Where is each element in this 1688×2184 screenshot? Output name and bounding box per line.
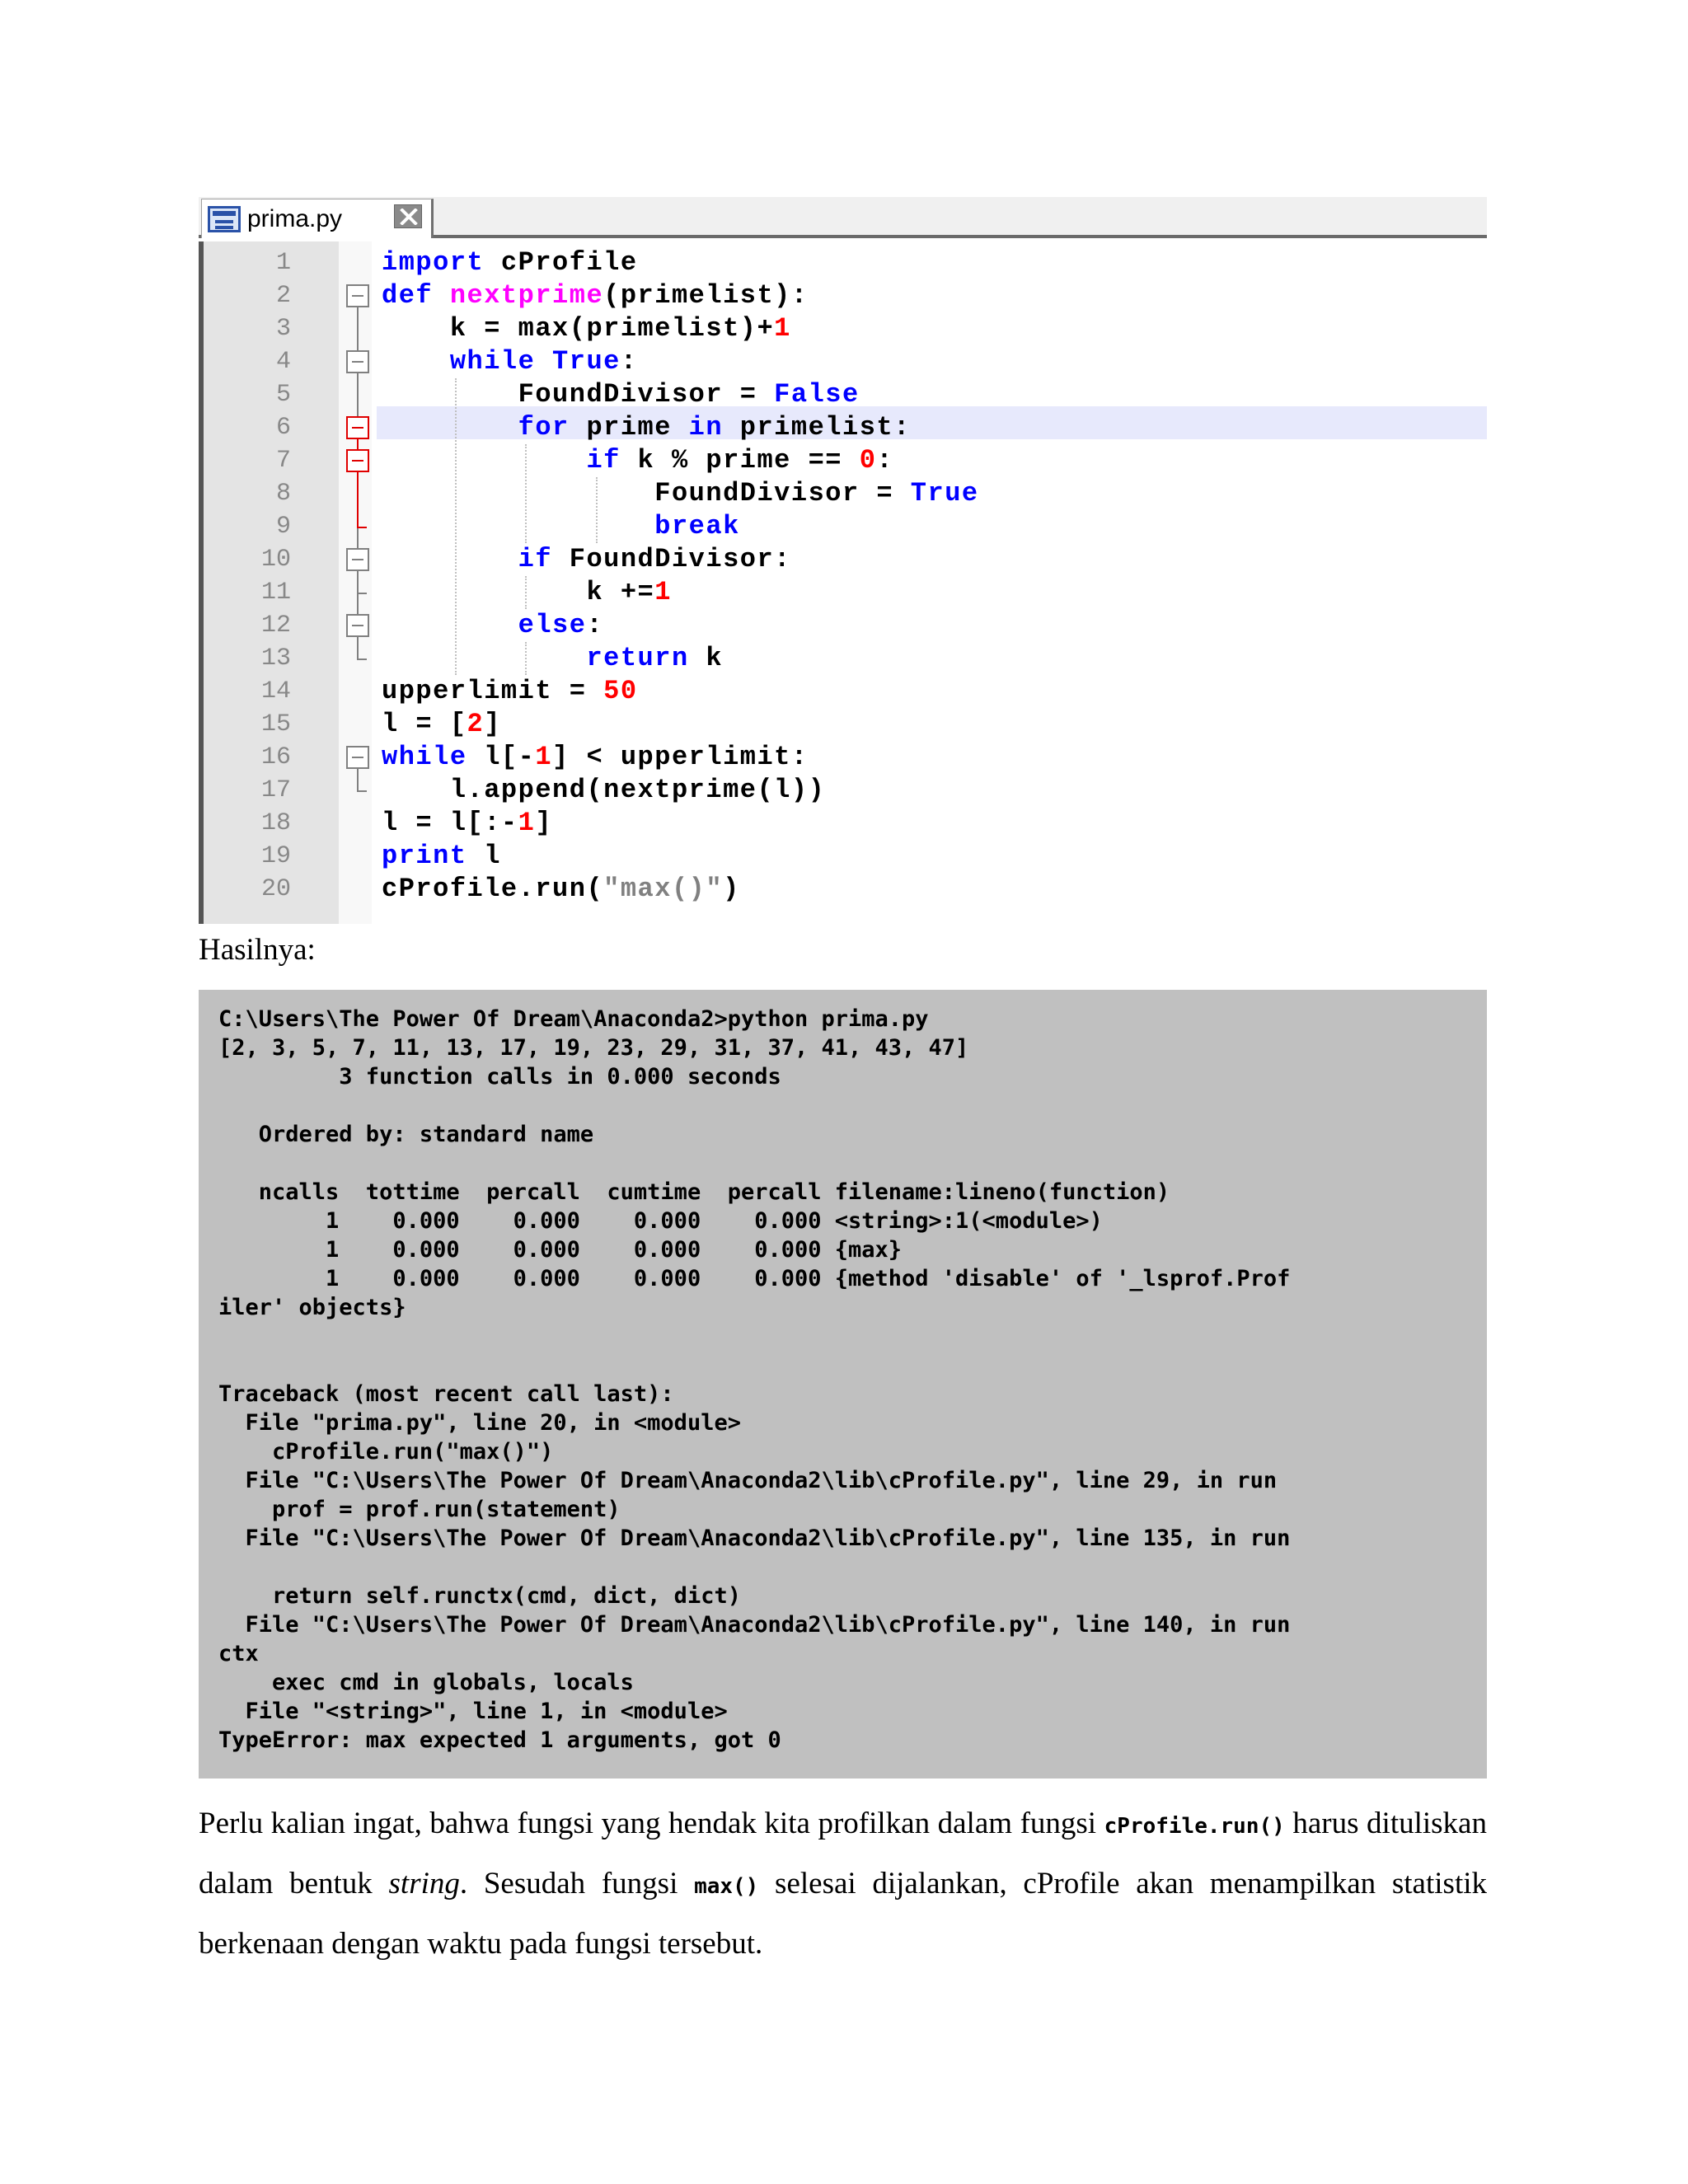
- code-line: [382, 609, 603, 642]
- line-number: 20: [260, 875, 291, 903]
- fold-toggle-icon[interactable]: [346, 284, 369, 307]
- code-line: [382, 345, 638, 378]
- code-editor-window: [199, 197, 1487, 924]
- code-token: 1: [535, 742, 553, 772]
- code-line: [382, 411, 911, 444]
- code-token: [382, 511, 654, 541]
- fold-end-mark: [357, 527, 367, 528]
- code-token: k +=: [382, 577, 655, 607]
- fold-toggle-icon[interactable]: [346, 350, 369, 373]
- code-token: :: [586, 610, 604, 640]
- code-line: [382, 675, 638, 708]
- code-token: [382, 346, 450, 377]
- code-token: l = [: [382, 709, 467, 739]
- code-token: True: [552, 346, 621, 377]
- code-token: cProfile.run(: [382, 874, 604, 904]
- code-token: upperlimit =: [382, 676, 604, 706]
- code-line: [382, 312, 791, 345]
- line-number: 3: [275, 315, 291, 343]
- line-number: 19: [260, 842, 291, 870]
- line-number: 2: [275, 282, 291, 310]
- para-text-2: harus dituliskan dalam bentuk: [199, 1807, 1487, 1900]
- code-line: [382, 807, 552, 840]
- line-number: 18: [260, 809, 291, 837]
- line-number: 10: [260, 546, 291, 574]
- line-number: 1: [275, 249, 291, 277]
- code-token: 0: [859, 445, 877, 476]
- line-number: 4: [275, 348, 291, 376]
- fold-toggle-icon[interactable]: [346, 416, 369, 439]
- code-line: [382, 642, 723, 675]
- inline-code-cprofile-run: cProfile.run(): [1104, 1814, 1285, 1839]
- line-number: 7: [275, 447, 291, 475]
- fold-toggle-icon[interactable]: [346, 548, 369, 571]
- para-text-1: Perlu kalian ingat, bahwa fungsi yang hendak kita profilkan dalam fungsi: [199, 1807, 1104, 1840]
- code-token: return: [586, 643, 689, 673]
- code-token: :: [876, 445, 894, 476]
- code-token: prime: [569, 412, 689, 443]
- code-token: [382, 643, 586, 673]
- code-line: [382, 444, 893, 477]
- result-heading: Hasilnya:: [199, 933, 316, 967]
- code-token: l = l[:-: [382, 808, 518, 838]
- code-line: [382, 774, 825, 807]
- code-token: ]: [484, 709, 501, 739]
- code-token: k: [688, 643, 724, 673]
- code-token: in: [688, 412, 724, 443]
- code-token: if: [586, 445, 621, 476]
- code-token: [382, 445, 586, 476]
- line-number: 16: [260, 743, 291, 771]
- line-number: 17: [260, 776, 291, 804]
- line-number: 11: [260, 579, 291, 607]
- line-number: 6: [275, 414, 291, 442]
- code-token: [535, 346, 552, 377]
- code-line: [382, 543, 791, 576]
- code-token: FoundDivisor =: [382, 379, 775, 410]
- para-emphasis-string: string: [388, 1867, 460, 1900]
- fold-end-mark: [357, 790, 367, 792]
- code-token: 2: [467, 709, 485, 739]
- code-token: FoundDivisor:: [552, 544, 791, 574]
- code-token: l[-: [467, 742, 536, 772]
- fold-end-mark: [357, 593, 367, 594]
- code-token: False: [774, 379, 860, 410]
- code-token: ): [723, 874, 740, 904]
- close-icon[interactable]: [394, 204, 422, 228]
- code-line: [382, 477, 979, 510]
- code-token: ] < upperlimit:: [552, 742, 809, 772]
- code-line: [382, 708, 501, 741]
- code-token: 50: [603, 676, 638, 706]
- code-token: if: [518, 544, 553, 574]
- code-token: 1: [518, 808, 536, 838]
- code-token: while: [449, 346, 536, 377]
- code-token: True: [910, 478, 979, 509]
- code-token: while: [382, 742, 467, 772]
- code-token: break: [654, 511, 740, 541]
- line-number: 5: [275, 381, 291, 409]
- code-token: :: [620, 346, 638, 377]
- code-token: cProfile: [484, 247, 638, 278]
- code-line: [382, 741, 809, 774]
- tab-bar: [199, 197, 1487, 238]
- code-token: for: [518, 412, 570, 443]
- code-token: [382, 544, 518, 574]
- line-number: 12: [260, 612, 291, 640]
- code-token: FoundDivisor =: [382, 478, 911, 509]
- code-token: ]: [535, 808, 553, 838]
- code-line: [382, 576, 672, 609]
- code-token: [433, 280, 450, 311]
- code-token: nextprime: [449, 280, 604, 311]
- fold-end-mark: [357, 658, 367, 660]
- para-text-4: selesai dijalankan, cProfile akan menampilkan statistik berkenaan dengan waktu pada fungsi tersebut.: [199, 1867, 1488, 1961]
- code-token: print: [382, 841, 467, 871]
- code-line: [382, 840, 501, 873]
- code-token: else: [518, 610, 587, 640]
- tab-prima-py[interactable]: [201, 199, 434, 238]
- code-token: [382, 610, 518, 640]
- line-number: 14: [260, 677, 291, 705]
- code-token: 1: [774, 313, 791, 344]
- code-token: l.append(nextprime(l)): [382, 775, 826, 805]
- para-text-3: . Sesudah fungsi: [459, 1867, 695, 1900]
- explanation-paragraph: [199, 1795, 1487, 1972]
- line-number: 9: [275, 513, 291, 541]
- tab-label: prima.py: [247, 205, 343, 232]
- code-token: def: [382, 280, 434, 311]
- code-token: 1: [654, 577, 672, 607]
- code-token: k = max(primelist)+: [382, 313, 775, 344]
- code-line: [382, 246, 638, 279]
- line-number: 8: [275, 480, 291, 508]
- code-line: [382, 873, 740, 906]
- code-token: l: [467, 841, 501, 871]
- code-token: (primelist):: [603, 280, 809, 311]
- code-token: "max()": [603, 874, 724, 904]
- line-number: 15: [260, 710, 291, 738]
- console-text: C:\Users\The Power Of Dream\Anaconda2>python prima.py [2, 3, 5, 7, 11, 13, 17, 19, 23, 29, 31, 37, 41, 43, 47] 3 function calls in 0.000 seconds Ordered by: standard name ncalls tottime percall cumtime percall filename:lineno(function) 1 0.000 0.000 0.000 0.000 <string>:1(<module>) 1 0.000 0.000 0.000 0.000 {max} 1 0.000 0.000 0.000 0.000 {method 'disable' of '_lsprof.Prof iler' objects} Traceback (most recent call last): File "prima.py", line 20, in <module> cProfile.run("max()") File "C:\Users\The Power Of Dream\Anaconda2\lib\cProfile.py", line 29, in run prof = prof.run(statement) File "C:\Users\The Power Of Dream\Anaconda2\lib\cProfile.py", line 135, in run return self.runctx(cmd, dict, dict) File "C:\Users\The Power Of Dream\Anaconda2\lib\cProfile.py", line 140, in run ctx exec cmd in globals, locals File "<string>", line 1, in <module> TypeError: max expected 1 arguments, got 0: [218, 1006, 1291, 1753]
- python-file-icon: [208, 206, 241, 232]
- code-token: import: [382, 247, 485, 278]
- code-line: [382, 378, 860, 411]
- line-number: 13: [260, 644, 291, 673]
- inline-code-max: max(): [694, 1874, 759, 1899]
- code-line: [382, 279, 809, 312]
- code-token: primelist:: [723, 412, 911, 443]
- fold-toggle-icon[interactable]: [346, 746, 369, 769]
- code-token: [382, 412, 518, 443]
- code-token: k % prime ==: [620, 445, 860, 476]
- fold-toggle-icon[interactable]: [346, 449, 369, 472]
- console-output-box: [199, 990, 1487, 1779]
- fold-margin: [339, 241, 372, 924]
- fold-toggle-icon[interactable]: [346, 614, 369, 637]
- fold-line: [357, 428, 359, 527]
- code-line: [382, 510, 740, 543]
